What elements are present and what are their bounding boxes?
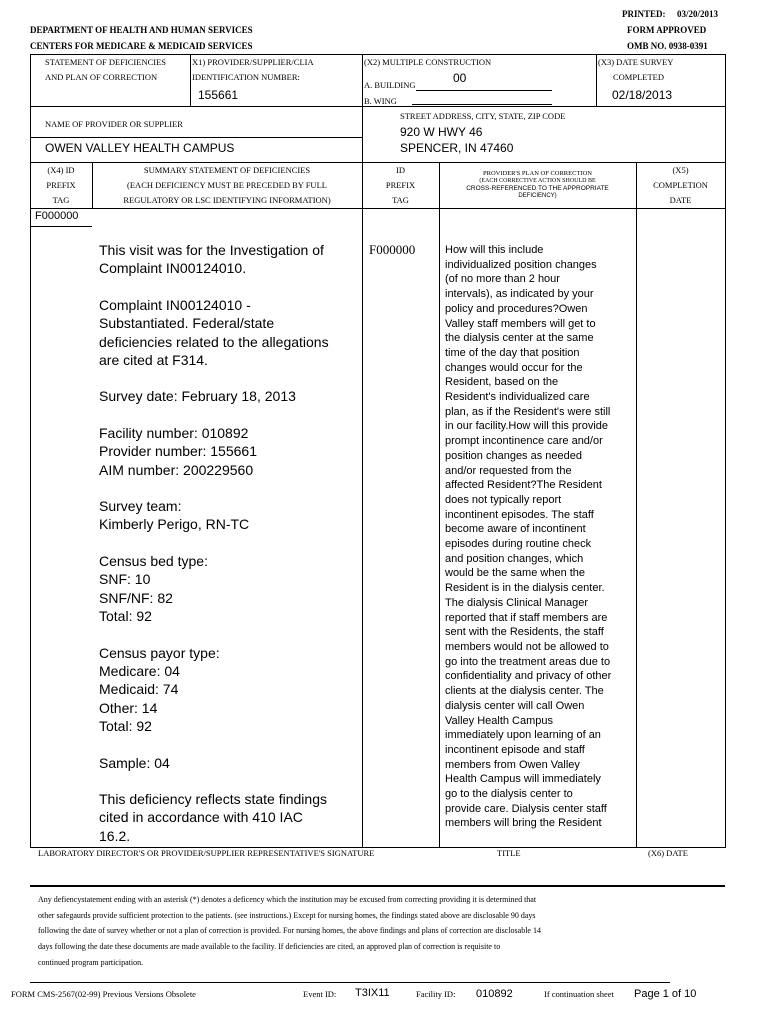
row1-bottom-border [30,106,725,107]
x1-label-2: IDENTIFICATION NUMBER: [192,72,300,82]
provider-name-label: NAME OF PROVIDER OR SUPPLIER [45,119,183,129]
building-value: 00 [453,71,467,85]
wing-label: B. WING [364,96,397,106]
summary-paragraph: Sample: 04 [99,754,170,771]
plan-label-2: (EACH CORRECTIVE ACTION SHOULD BE [479,178,596,184]
department-title: DEPARTMENT OF HEALTH AND HUMAN SERVICES [30,25,253,35]
x2-label: (X2) MULTIPLE CONSTRUCTION [364,57,492,67]
address-line-1: 920 W HWY 46 [400,125,483,139]
tag-mid: F000000 [369,242,416,257]
facility-id-label: Facility ID: [416,989,456,999]
id-label-2: PREFIX [385,180,416,190]
x1-label-1: X1) PROVIDER/SUPPLIER/CLIA [192,57,314,67]
address-line-2: SPENCER, IN 47460 [400,141,514,155]
col-divider-summary [362,162,363,848]
x4-label-2: PREFIX [46,180,76,190]
plan-label-4: DEFICIENCY) [518,193,557,199]
event-id-label: Event ID: [303,989,337,999]
date-label: (X6) DATE [648,848,688,858]
row1-divider-2 [362,54,363,166]
footer-rule [30,982,670,983]
x3-label-1: (X3) DATE SURVEY [598,57,674,67]
summary-paragraph: Survey date: February 18, 2013 [99,388,296,405]
x5-label-2: COMPLETION [653,180,708,190]
title-label: TITLE [497,848,521,858]
summary-paragraph: Census payor type: Medicare: 04 Medicaid: 74 Other: 14 Total: 92 [99,644,220,735]
summary-label-3: REGULATORY OR LSC IDENTIFYING INFORMATION) [123,195,331,205]
x5-label-3: DATE [669,195,692,205]
provider-id-value: 155661 [198,88,239,102]
disclaimer-line-2: other safegaurds provide sufficient protection to the patients. (see instructions.) Except for nursing homes, the findings stated above are disclosable 90 days [38,911,536,920]
printed-date: 03/20/2013 [677,9,719,19]
right-border-top [725,54,726,166]
summary-label-2: (EACH DEFICIENCY MUST BE PRECEDED BY FULL [127,180,327,190]
omb-number: OMB NO. 0938-0391 [627,41,708,51]
continuation-label: If continuation sheet [544,989,614,999]
address-label: STREET ADDRESS, CITY, STATE, ZIP CODE [400,111,566,121]
x4-label-1: (X4) ID [47,165,75,175]
building-label: A. BUILDING [364,80,416,90]
summary-label-1: SUMMARY STATEMENT OF DEFICIENCIES [143,165,311,175]
building-underline [416,90,552,91]
col-divider-id [439,162,440,848]
statement-label-1: STATEMENT OF DEFICIENCIES [45,57,167,67]
row1-top-border [30,54,725,55]
left-border-top [30,54,31,166]
summary-paragraph: Complaint IN00124010 - Substantiated. Federal/state deficiencies related to the allegations are cited at F314. [99,296,329,369]
disclaimer-line-1: Any defiencystatement ending with an asterisk (*) denotes a deficency which the institution may be excused from correcting providing it is determined that [38,895,537,904]
id-label-1: ID [396,165,405,175]
event-id-value: T3IX11 [355,987,390,999]
wing-underline [412,104,552,105]
summary-column [99,241,361,863]
row1-divider-3 [596,54,597,106]
statement-label-2: AND PLAN OF CORRECTION [45,72,158,82]
disclaimer-line-4: days following the date these documents are made available to the facility. If deficiencies are cited, an approved plan of correction is requisite to [38,942,501,951]
row1-divider-1 [190,54,191,106]
x4-label-3: TAG [52,195,70,205]
disclaimer-line-5: continued program participation. [38,958,144,967]
centers-title: CENTERS FOR MEDICARE & MEDICAID SERVICES [30,41,253,51]
signature-label: LABORATORY DIRECTOR'S OR PROVIDER/SUPPLIER REPRESENTATIVE'S SIGNATURE [38,848,375,858]
disclaimer-line-3: following the date of survey whether or not a plan of correction is provided. For nursing homes, the above findings and plans of correction are disclosable 14 [38,926,541,935]
tag-left-underline [30,226,92,227]
column-header-bottom [30,208,725,209]
printed-label: PRINTED: [622,9,666,19]
id-label-3: TAG [392,195,409,205]
x3-label-2: COMPLETED [613,72,664,82]
summary-paragraph: This visit was for the Investigation of Complaint IN00124010. [99,242,324,277]
tag-left: F000000 [35,210,79,222]
summary-paragraph: Facility number: 010892 Provider number: 155661 AIM number: 200229560 [99,424,257,478]
page-number: Page 1 of 10 [634,988,697,1000]
plan-label-3: CROSS-REFERENCED TO THE APPROPRIATE [466,185,609,192]
row2-bottom-border [30,162,725,163]
facility-id-value: 010892 [476,988,513,1000]
x5-label-1: (X5) [672,165,689,175]
provider-name-value: OWEN VALLEY HEALTH CAMPUS [45,141,235,155]
right-border [725,162,726,848]
summary-paragraph: Census bed type: SNF: 10 SNF/NF: 82 Total: 92 [99,552,208,625]
col-divider-plan [636,162,637,848]
left-border [30,162,31,848]
signature-bottom-border [30,885,725,887]
form-approved: FORM APPROVED [627,25,707,35]
plan-label-1: PROVIDER'S PLAN OF CORRECTION [483,170,592,177]
summary-paragraph: Survey team: Kimberly Perigo, RN-TC [99,498,250,533]
survey-date-value: 02/18/2013 [612,88,673,102]
summary-paragraph: This deficiency reflects state findings cited in accordance with 410 IAC 16.2. [99,790,327,844]
plan-of-correction-text: How will this include individualized position changes (of no more than 2 hour intervals), as indicated by your policy and procedures?Owen Valley staff members will get to the dialysis center at the same time of the day that position changes would occur for the Resident, based on the Resident's individualized care plan, as if the Resident's were still in our facility.How will this provide prompt incontinence care and/or position changes as needed and/or requested from the affected Resident?The Resident does not typically report incontinent episodes. The staff become aware of incontinent episodes during routine check and position changes, which would be the same when the Resident is in the dialysis center. The dialysis Clinical Manager reported that if staff members are sent with the Residents, the staff members would not be allowed to go into the treatment areas due to confidentiality and privacy of other clients at the dialysis center. The dialysis center will call Owen Valley Health Campus immediately upon learning of an incontinent episode and staff members from Owen Valley Health Campus will immediately go to the dialysis center to provide care. Dialysis center staff members will bring the Resident [445,244,612,830]
form-number: FORM CMS-2567(02-99) Previous Versions Obsolete [11,989,196,999]
provider-name-divider [30,137,362,138]
